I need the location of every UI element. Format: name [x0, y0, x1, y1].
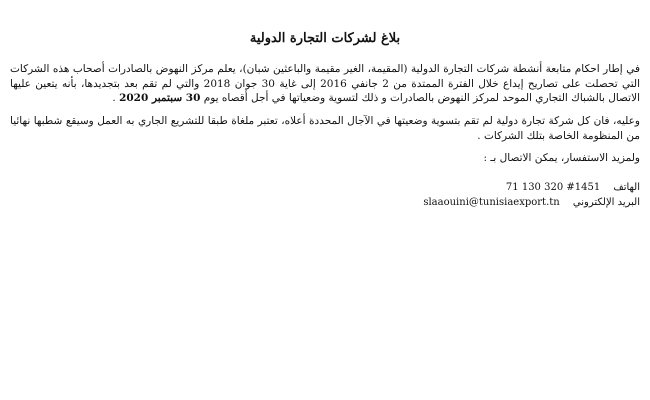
paragraph-intro-end: .	[112, 92, 120, 104]
email-label: البريد الإلكتروني	[572, 197, 640, 208]
paragraph-intro-text: في إطار احكام متابعة أنشطة شركات التجارة الدولية (المقيمة، الغير مقيمة والباعثين شبان)، يعلم مركز النهوض بالصادرات أصحاب هذه الشركات التي تحصلت على تصاريح إيداع خلال الفترة الممتدة من 2 جانفي 2016 إلى غاية 30 جوان 2018 والتي لم تقم بعد بتجديدها، بأنه يتعين عليها الاتصال بالشباك التجاري الموحد لمركز النهوض بالصادرات و ذلك لتسوية وضعياتها في أجل أقصاه يوم	[10, 63, 640, 104]
announcement-page	[10, 0, 640, 400]
deadline-date: 30 سبتمبر 2020	[119, 92, 201, 104]
contact-email-row	[423, 196, 640, 210]
phone-label: الهاتف	[613, 182, 640, 193]
paragraph-contact-intro: ولمزيد الاستفسار، يمكن الاتصال بـ :	[483, 152, 640, 164]
email-address[interactable]: slaaouini@tunisiaexport.tn	[423, 197, 560, 208]
contact-phone-row	[506, 181, 640, 195]
document-title: بلاغ لشركات التجارة الدولية	[249, 31, 401, 46]
paragraph-consequence: وعليه، فان كل شركة تجارة دولية لم تقم بتسوية وضعيتها في الآجال المحددة أعلاه، تعتبر ملغاة طبقا للتشريع الجاري به العمل وسيقع شطبها نهائيا من المنظومة الخاصة بتلك الشركات .	[10, 115, 640, 142]
phone-number: 71 130 320 #1451	[505, 182, 601, 193]
paragraph-intro	[10, 62, 640, 106]
